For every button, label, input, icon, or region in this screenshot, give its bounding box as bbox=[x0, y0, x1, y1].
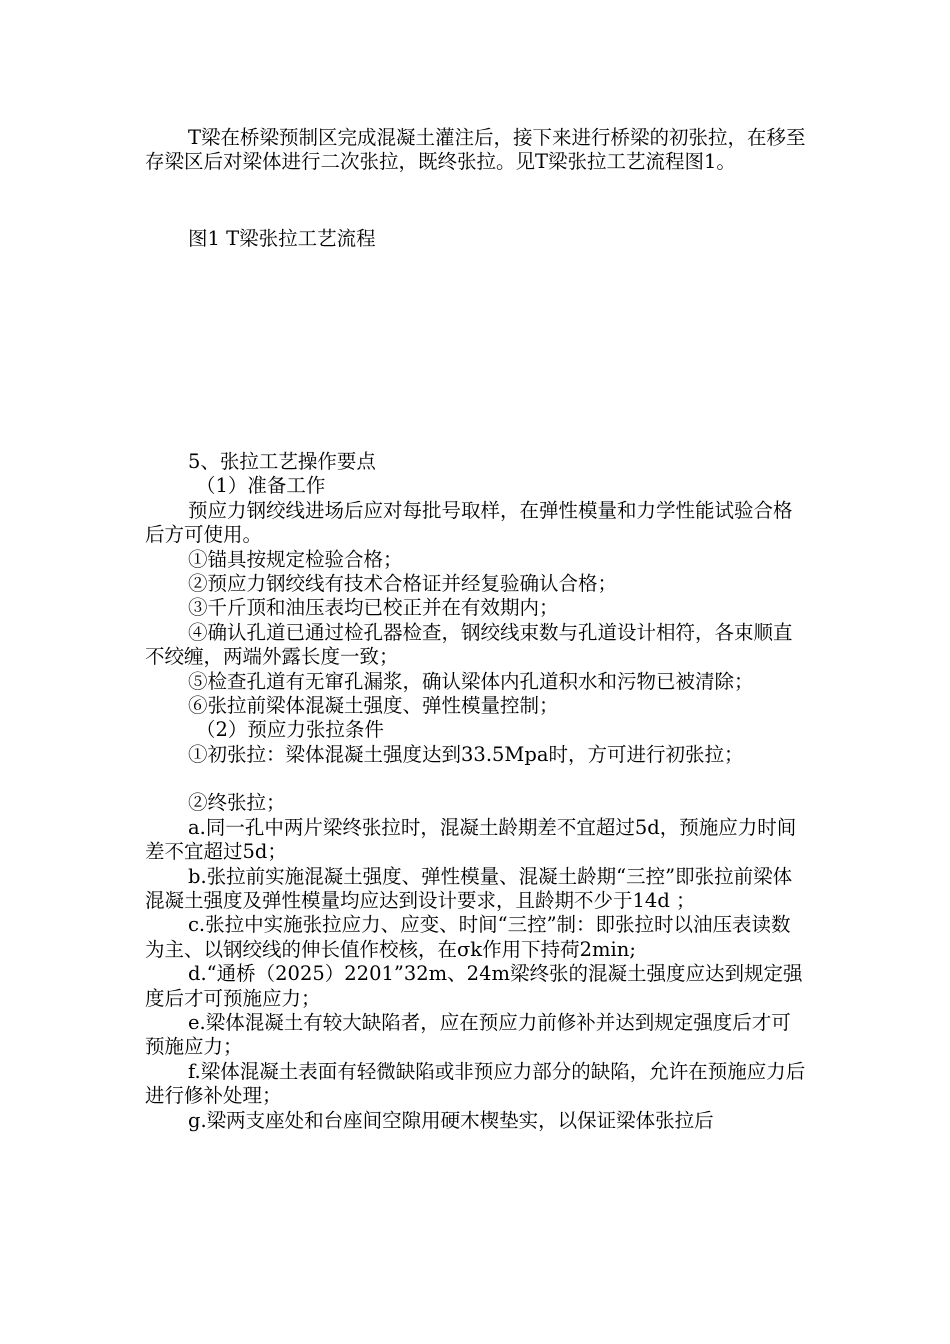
list-item: d.“通桥（2025）2201”32m、24m梁终张的混凝土强度应达到规定强度后才可预施应力； bbox=[145, 962, 803, 1010]
list-item: ⑥张拉前梁体混凝土强度、弹性模量控制； bbox=[188, 694, 559, 718]
subsection-heading-preparation: （1）准备工作 bbox=[196, 474, 326, 498]
final-tension-heading: ②终张拉； bbox=[188, 791, 286, 815]
list-item: ②预应力钢绞线有技术合格证并经复验确认合格； bbox=[188, 572, 618, 596]
list-item: ⑤检查孔道有无窜孔漏浆，确认梁体内孔道积水和污物已被清除； bbox=[188, 669, 754, 693]
intro-paragraph: T梁在桥梁预制区完成混凝土灌注后，接下来进行桥梁的初张拉，在移至存梁区后对梁体进行二次张拉，既终张拉。见T梁张拉工艺流程图1。 bbox=[145, 126, 806, 174]
subsection-heading-conditions: （2）预应力张拉条件 bbox=[196, 718, 384, 742]
list-item: c.张拉中实施张拉应力、应变、时间“三控”制：即张拉时以油压表读数为主、以钢绞线的伸长值作校核，在σk作用下持荷2min; bbox=[145, 913, 791, 961]
initial-tension-item: ①初张拉：梁体混凝土强度达到33.5Mpa时，方可进行初张拉； bbox=[188, 742, 744, 766]
list-item: e.梁体混凝土有较大缺陷者，应在预应力前修补并达到规定强度后才可预施应力； bbox=[145, 1010, 791, 1059]
section-heading: 5、张拉工艺操作要点 bbox=[188, 450, 376, 473]
list-item: ③千斤顶和油压表均已校正并在有效期内； bbox=[188, 596, 559, 620]
list-item: ①锚具按规定检验合格； bbox=[188, 547, 403, 571]
tensioning-section bbox=[145, 450, 807, 1133]
figure-caption: 图1 T梁张拉工艺流程 bbox=[188, 227, 376, 250]
list-item: f.梁体混凝土表面有轻微缺陷或非预应力部分的缺陷，允许在预施应力后进行修补处理； bbox=[145, 1059, 806, 1108]
list-item: ④确认孔道已通过检孔器检查，钢绞线束数与孔道设计相符，各束顺直不绞缠，两端外露长度一致； bbox=[145, 620, 793, 669]
list-item: b.张拉前实施混凝土强度、弹性模量、混凝土龄期“三控”即张拉前梁体混凝土强度及弹性模量均应达到设计要求，且龄期不少于14d ； bbox=[145, 864, 793, 912]
blank-line bbox=[145, 767, 807, 791]
preparation-intro: 预应力钢绞线进场后应对每批号取样，在弹性模量和力学性能试验合格后方可使用。 bbox=[145, 498, 793, 547]
list-item: g.梁两支座处和台座间空隙用硬木楔垫实，以保证梁体张拉后 bbox=[188, 1108, 714, 1132]
list-item: a.同一孔中两片梁终张拉时，混凝土龄期差不宜超过5d，预施应力时间差不宜超过5d； bbox=[145, 815, 797, 864]
